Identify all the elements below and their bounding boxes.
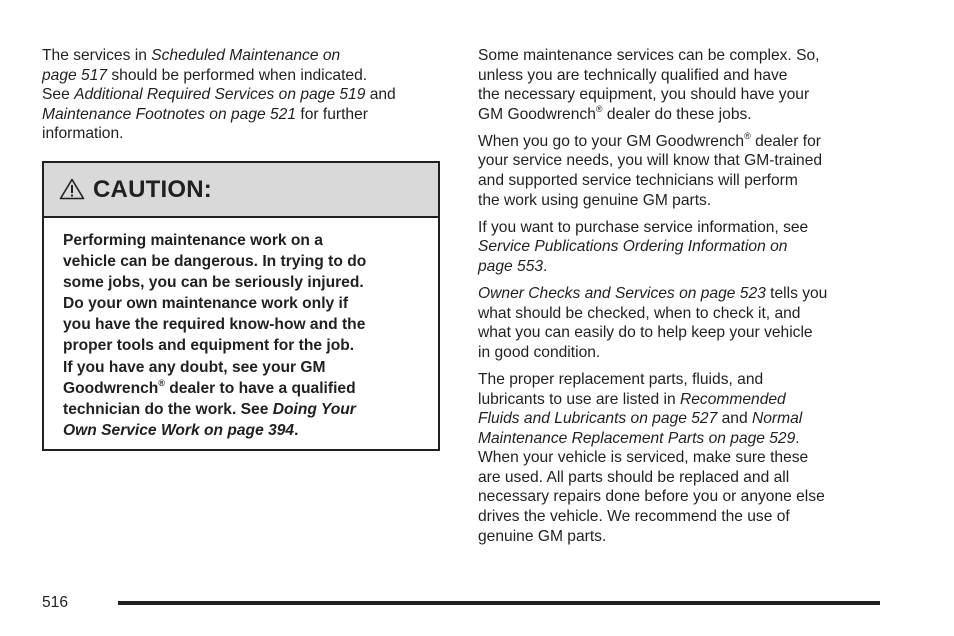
text-line: [478, 237, 888, 257]
footer-rule: [118, 601, 880, 605]
text-run: information.: [42, 125, 124, 143]
right-column: [478, 46, 888, 554]
text-run: what should be checked, when to check it, and: [478, 304, 801, 322]
text-line: [63, 399, 428, 420]
text-run: See: [42, 86, 75, 104]
text-line: [478, 284, 888, 304]
page-number: 516: [42, 594, 69, 611]
cross-reference-text: Doing Your: [272, 400, 356, 418]
intro-paragraph: [42, 46, 446, 144]
text-run: When your vehicle is serviced, make sure these: [478, 449, 809, 467]
body-paragraph: [478, 46, 888, 124]
text-run: If you want to purchase service information, see: [478, 218, 809, 236]
text-run: in good condition.: [478, 343, 601, 361]
text-run: drives the vehicle. We recommend the use of: [478, 508, 790, 526]
text-run: the necessary equipment, you should have your: [478, 86, 810, 104]
text-run: and: [717, 410, 752, 428]
body-paragraph: [478, 284, 888, 362]
warning-triangle-icon: [59, 178, 85, 200]
text-run: dealer to have a qualified: [164, 379, 356, 397]
text-line: [478, 409, 888, 429]
cross-reference-text: Recommended: [679, 390, 786, 408]
text-run: what you can easily do to help keep your vehicle: [478, 324, 813, 342]
text-line: [42, 85, 446, 105]
text-line: [478, 343, 888, 363]
text-run: dealer for: [750, 132, 821, 150]
text-line: [478, 487, 888, 507]
text-run: proper tools and equipment for the job.: [63, 337, 355, 355]
cross-reference-text: Own Service Work on page 394: [63, 421, 295, 439]
text-run: When you go to your GM Goodwrench: [478, 132, 745, 150]
text-line: [478, 527, 888, 547]
text-line: [63, 420, 428, 441]
body-paragraph: [478, 132, 888, 210]
text-run: tells you: [765, 285, 828, 303]
text-run: Some maintenance services can be complex. So,: [478, 47, 820, 64]
text-run: unless you are technically qualified and have: [478, 66, 788, 84]
registered-mark: ®: [744, 130, 751, 141]
cross-reference-text: page 553: [478, 257, 544, 275]
text-line: [478, 390, 888, 410]
text-line: [42, 46, 446, 66]
text-line: [63, 272, 428, 293]
text-run: .: [795, 429, 800, 447]
text-line: [63, 314, 428, 335]
text-run: dealer do these jobs.: [602, 105, 752, 123]
cross-reference-text: Additional Required Services on page 519: [74, 86, 366, 104]
text-line: [478, 85, 888, 105]
text-line: [478, 370, 888, 390]
cross-reference-text: page 517: [42, 66, 108, 84]
text-line: [478, 448, 888, 468]
text-run: the work using genuine GM parts.: [478, 191, 712, 209]
text-run: lubricants to use are listed in: [478, 390, 680, 408]
text-line: [63, 378, 428, 399]
registered-mark: ®: [595, 103, 603, 114]
text-run: are used. All parts should be replaced and all: [478, 468, 790, 486]
text-line: [478, 323, 888, 343]
text-run: .: [543, 257, 548, 275]
cross-reference-text: Fluids and Lubricants on page 527: [478, 410, 718, 428]
text-line: [478, 151, 888, 171]
cross-reference-text: Scheduled Maintenance on: [151, 47, 341, 64]
body-paragraph: [478, 218, 888, 277]
text-line: [63, 230, 428, 251]
text-line: [63, 335, 428, 356]
registered-mark: ®: [158, 377, 165, 388]
text-line: [478, 304, 888, 324]
text-line: [478, 132, 888, 152]
text-run: genuine GM parts.: [478, 527, 607, 545]
text-line: [478, 66, 888, 86]
text-line: [478, 429, 888, 449]
text-line: [478, 218, 888, 238]
text-run: .: [294, 421, 299, 439]
text-line: [478, 468, 888, 488]
caution-body: [44, 218, 438, 441]
text-run: and: [365, 86, 396, 104]
cross-reference-text: Service Publications Ordering Information on: [478, 238, 788, 256]
caution-header: [44, 163, 438, 218]
text-run: your service needs, you will know that GM-trained: [478, 152, 823, 170]
text-run: The proper replacement parts, fluids, and: [478, 370, 764, 388]
text-run: vehicle can be dangerous. In trying to do: [63, 253, 367, 271]
text-line: [63, 357, 428, 378]
text-run: GM Goodwrench: [478, 105, 596, 123]
text-run: Goodwrench: [63, 379, 159, 397]
text-line: [478, 191, 888, 211]
text-line: [478, 171, 888, 191]
text-line: [42, 66, 446, 86]
text-run: for further: [296, 105, 368, 123]
text-run: Performing maintenance work on a: [63, 231, 323, 249]
text-run: The services in: [42, 47, 152, 64]
text-run: technician do the work. See: [63, 400, 273, 418]
cross-reference-text: Owner Checks and Services on page 523: [478, 285, 766, 303]
text-run: some jobs, you can be seriously injured.: [63, 274, 364, 292]
text-line: [63, 251, 428, 272]
left-column: [42, 46, 446, 451]
text-line: [478, 105, 888, 125]
cross-reference-text: Maintenance Footnotes on page 521: [42, 105, 297, 123]
text-run: Do your own maintenance work only if: [63, 295, 349, 313]
caution-title: CAUTION:: [93, 175, 212, 203]
cross-reference-text: Maintenance Replacement Parts on page 529: [478, 429, 796, 447]
text-line: [42, 105, 446, 125]
text-line: [63, 293, 428, 314]
text-line: [478, 257, 888, 277]
text-run: should be performed when indicated.: [107, 66, 368, 84]
text-run: and supported service technicians will perform: [478, 172, 798, 190]
text-line: [478, 507, 888, 527]
text-line: [42, 124, 446, 144]
body-paragraph: [478, 370, 888, 546]
caution-box: [42, 161, 440, 451]
text-run: necessary repairs done before you or anyone else: [478, 488, 825, 506]
text-run: If you have any doubt, see your GM: [63, 358, 326, 376]
cross-reference-text: Normal: [751, 410, 803, 428]
text-run: you have the required know-how and the: [63, 316, 366, 334]
text-line: [478, 46, 888, 66]
